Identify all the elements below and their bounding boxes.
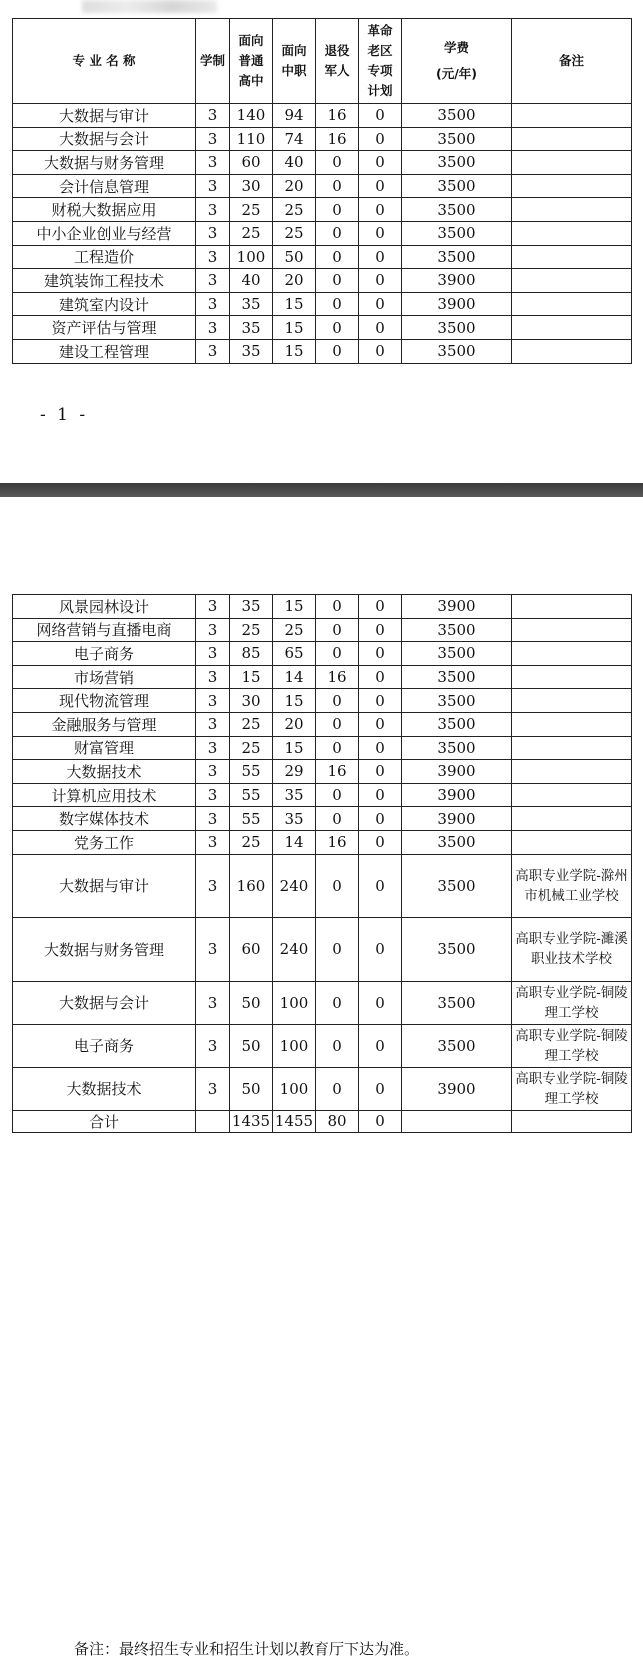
cell-name: 金融服务与管理 [13, 712, 196, 736]
table-row [13, 1067, 632, 1110]
cell-years: 3 [196, 198, 230, 222]
cell-high-school: 25 [230, 198, 273, 222]
table-row [13, 127, 632, 151]
cell-veterans: 0 [316, 1067, 359, 1110]
cell-fee: 3500 [402, 151, 512, 175]
table-row [13, 339, 632, 363]
cell-high-school: 50 [230, 1024, 273, 1067]
table-row [13, 595, 632, 619]
cell-veterans: 0 [316, 807, 359, 831]
cell-fee: 3500 [402, 198, 512, 222]
table-row [13, 198, 632, 222]
header-line: 学费 [443, 40, 469, 55]
header-line: 面向 [281, 43, 307, 58]
table-row [13, 269, 632, 293]
cell-fee: 3900 [402, 595, 512, 619]
cell-years: 3 [196, 339, 230, 363]
cell-revolutionary-area: 0 [359, 760, 402, 784]
cell-vocational: 25 [273, 221, 316, 245]
cell-fee: 3900 [402, 783, 512, 807]
cell-high-school: 85 [230, 642, 273, 666]
cell-fee: 3900 [402, 760, 512, 784]
header-fee [402, 19, 512, 104]
cell-name: 风景园林设计 [13, 595, 196, 619]
cell-years: 3 [196, 665, 230, 689]
cell-note [512, 689, 632, 713]
cell-veterans: 0 [316, 339, 359, 363]
table-row [13, 642, 632, 666]
cell-high-school: 100 [230, 245, 273, 269]
table-row [13, 174, 632, 198]
cell-fee: 3500 [402, 618, 512, 642]
cell-vocational: 35 [273, 783, 316, 807]
cell-name: 大数据与财务管理 [13, 918, 196, 982]
cell-fee: 3900 [402, 269, 512, 293]
cell-years: 3 [196, 127, 230, 151]
blurred-header [82, 0, 217, 13]
table-row [13, 760, 632, 784]
cell-note [512, 807, 632, 831]
cell-revolutionary-area: 0 [359, 151, 402, 175]
cell-note [512, 642, 632, 666]
cell-veterans: 16 [316, 104, 359, 128]
cell-fee: 3500 [402, 339, 512, 363]
cell-high-school: 160 [230, 854, 273, 918]
cell-revolutionary-area: 0 [359, 1024, 402, 1067]
header-name: 专 业 名 称 [13, 19, 196, 104]
cell-note [512, 712, 632, 736]
cell-note [512, 127, 632, 151]
cell-high-school: 55 [230, 760, 273, 784]
cell-vocational: 14 [273, 830, 316, 854]
cell-revolutionary-area: 0 [359, 269, 402, 293]
cell-revolutionary-area: 0 [359, 665, 402, 689]
cell-veterans: 0 [316, 174, 359, 198]
cell-years [196, 1110, 230, 1132]
cell-vocational: 15 [273, 595, 316, 619]
cell-revolutionary-area: 0 [359, 127, 402, 151]
table-row [13, 665, 632, 689]
cell-vocational: 50 [273, 245, 316, 269]
cell-fee: 3500 [402, 830, 512, 854]
cell-fee: 3900 [402, 1067, 512, 1110]
cell-revolutionary-area: 0 [359, 736, 402, 760]
header-line: 中职 [281, 63, 307, 78]
cell-name: 网络营销与直播电商 [13, 618, 196, 642]
cell-name: 大数据技术 [13, 760, 196, 784]
cell-revolutionary-area: 0 [359, 618, 402, 642]
cell-revolutionary-area: 0 [359, 783, 402, 807]
cell-vocational: 100 [273, 1067, 316, 1110]
cell-years: 3 [196, 269, 230, 293]
header-line: 专项 [367, 63, 393, 78]
cell-vocational: 240 [273, 854, 316, 918]
cell-revolutionary-area: 0 [359, 807, 402, 831]
cell-note [512, 316, 632, 340]
cell-veterans: 16 [316, 760, 359, 784]
cell-veterans: 0 [316, 981, 359, 1024]
cell-years: 3 [196, 783, 230, 807]
cell-fee: 3500 [402, 642, 512, 666]
table-row [13, 245, 632, 269]
cell-fee [402, 1110, 512, 1132]
cell-high-school: 60 [230, 151, 273, 175]
cell-fee: 3500 [402, 689, 512, 713]
cell-vocational: 94 [273, 104, 316, 128]
cell-name: 数字媒体技术 [13, 807, 196, 831]
cell-veterans: 0 [316, 642, 359, 666]
cell-name: 大数据与审计 [13, 854, 196, 918]
cell-name: 会计信息管理 [13, 174, 196, 198]
table-row [13, 151, 632, 175]
cell-note: 高职专业学院-铜陵理工学校 [512, 981, 632, 1024]
cell-fee: 3500 [402, 104, 512, 128]
cell-veterans: 0 [316, 918, 359, 982]
table-row [13, 618, 632, 642]
cell-high-school: 25 [230, 221, 273, 245]
cell-name: 大数据与会计 [13, 127, 196, 151]
cell-revolutionary-area: 0 [359, 918, 402, 982]
header-line: 军人 [324, 63, 350, 78]
cell-fee: 3500 [402, 1024, 512, 1067]
cell-revolutionary-area: 0 [359, 981, 402, 1024]
cell-name: 大数据技术 [13, 1067, 196, 1110]
cell-years: 3 [196, 642, 230, 666]
cell-note [512, 198, 632, 222]
cell-fee: 3500 [402, 245, 512, 269]
cell-total-label: 合计 [13, 1110, 196, 1132]
cell-vocational: 29 [273, 760, 316, 784]
table-row [13, 221, 632, 245]
cell-veterans: 16 [316, 830, 359, 854]
table-row [13, 292, 632, 316]
cell-fee: 3500 [402, 981, 512, 1024]
cell-years: 3 [196, 918, 230, 982]
table-row [13, 712, 632, 736]
cell-revolutionary-area: 0 [359, 245, 402, 269]
cell-fee: 3500 [402, 127, 512, 151]
cell-name: 大数据与审计 [13, 104, 196, 128]
cell-high-school: 35 [230, 339, 273, 363]
header-line: 计划 [367, 83, 393, 98]
cell-high-school: 30 [230, 174, 273, 198]
header-line: 退役 [324, 43, 350, 58]
cell-years: 3 [196, 292, 230, 316]
cell-years: 3 [196, 1067, 230, 1110]
header-veterans [316, 19, 359, 104]
cell-veterans: 0 [316, 595, 359, 619]
cell-revolutionary-area: 0 [359, 339, 402, 363]
cell-veterans: 0 [316, 1024, 359, 1067]
cell-revolutionary-area: 0 [359, 854, 402, 918]
table-row [13, 981, 632, 1024]
table-row [13, 316, 632, 340]
cell-vocational: 74 [273, 127, 316, 151]
cell-note [512, 618, 632, 642]
cell-note [512, 151, 632, 175]
document-page-1 [0, 0, 643, 483]
cell-vocational: 14 [273, 665, 316, 689]
cell-years: 3 [196, 760, 230, 784]
cell-years: 3 [196, 595, 230, 619]
cell-total-veterans: 80 [316, 1110, 359, 1132]
table-row [13, 736, 632, 760]
cell-vocational: 15 [273, 316, 316, 340]
cell-high-school: 35 [230, 292, 273, 316]
header-line: 高中 [238, 73, 264, 88]
header-line: 面向 [238, 33, 264, 48]
cell-high-school: 30 [230, 689, 273, 713]
cell-fee: 3500 [402, 854, 512, 918]
cell-fee: 3500 [402, 174, 512, 198]
cell-revolutionary-area: 0 [359, 595, 402, 619]
cell-veterans: 0 [316, 854, 359, 918]
cell-years: 3 [196, 174, 230, 198]
cell-high-school: 55 [230, 783, 273, 807]
cell-years: 3 [196, 245, 230, 269]
cell-veterans: 0 [316, 712, 359, 736]
cell-revolutionary-area: 0 [359, 830, 402, 854]
cell-years: 3 [196, 807, 230, 831]
cell-vocational: 20 [273, 269, 316, 293]
cell-years: 3 [196, 981, 230, 1024]
table-row [13, 830, 632, 854]
cell-note [512, 221, 632, 245]
cell-note [512, 269, 632, 293]
cell-veterans: 0 [316, 783, 359, 807]
table-row [13, 783, 632, 807]
cell-revolutionary-area: 0 [359, 104, 402, 128]
cell-revolutionary-area: 0 [359, 689, 402, 713]
cell-high-school: 35 [230, 316, 273, 340]
cell-note [512, 760, 632, 784]
cell-vocational: 20 [273, 174, 316, 198]
cell-note [512, 830, 632, 854]
cell-total-vocational: 1455 [273, 1110, 316, 1132]
cell-note [512, 595, 632, 619]
cell-name: 电子商务 [13, 642, 196, 666]
cell-name: 计算机应用技术 [13, 783, 196, 807]
cell-fee: 3500 [402, 736, 512, 760]
cell-name: 建设工程管理 [13, 339, 196, 363]
cell-vocational: 15 [273, 292, 316, 316]
cell-name: 建筑室内设计 [13, 292, 196, 316]
header-vocational [273, 19, 316, 104]
cell-vocational: 35 [273, 807, 316, 831]
cell-high-school: 25 [230, 618, 273, 642]
cell-veterans: 0 [316, 292, 359, 316]
cell-high-school: 15 [230, 665, 273, 689]
cell-fee: 3500 [402, 316, 512, 340]
cell-name: 现代物流管理 [13, 689, 196, 713]
cell-vocational: 40 [273, 151, 316, 175]
cell-total-revolutionary-area: 0 [359, 1110, 402, 1132]
cell-fee: 3500 [402, 712, 512, 736]
cell-note [512, 1110, 632, 1132]
cell-high-school: 40 [230, 269, 273, 293]
cell-veterans: 0 [316, 269, 359, 293]
cell-vocational: 25 [273, 618, 316, 642]
cell-high-school: 50 [230, 1067, 273, 1110]
cell-revolutionary-area: 0 [359, 642, 402, 666]
cell-veterans: 0 [316, 736, 359, 760]
cell-veterans: 0 [316, 689, 359, 713]
cell-revolutionary-area: 0 [359, 174, 402, 198]
cell-vocational: 100 [273, 1024, 316, 1067]
cell-note [512, 783, 632, 807]
cell-vocational: 15 [273, 736, 316, 760]
cell-veterans: 16 [316, 127, 359, 151]
header-line: 革命 [367, 23, 393, 38]
cell-fee: 3500 [402, 665, 512, 689]
table-header-row [13, 19, 632, 104]
cell-veterans: 0 [316, 316, 359, 340]
cell-note [512, 174, 632, 198]
cell-years: 3 [196, 830, 230, 854]
table-row [13, 689, 632, 713]
total-row [13, 1110, 632, 1132]
cell-years: 3 [196, 1024, 230, 1067]
cell-fee: 3500 [402, 221, 512, 245]
cell-high-school: 60 [230, 918, 273, 982]
cell-name: 中小企业创业与经营 [13, 221, 196, 245]
page-gap [0, 483, 643, 497]
cell-note: 高职专业学院-铜陵理工学校 [512, 1024, 632, 1067]
cell-vocational: 15 [273, 339, 316, 363]
cell-name: 财富管理 [13, 736, 196, 760]
cell-revolutionary-area: 0 [359, 712, 402, 736]
cell-vocational: 100 [273, 981, 316, 1024]
cell-name: 建筑装饰工程技术 [13, 269, 196, 293]
cell-name: 电子商务 [13, 1024, 196, 1067]
table-row [13, 1024, 632, 1067]
cell-name: 大数据与会计 [13, 981, 196, 1024]
cell-high-school: 50 [230, 981, 273, 1024]
cell-high-school: 25 [230, 736, 273, 760]
cell-name: 市场营销 [13, 665, 196, 689]
cell-revolutionary-area: 0 [359, 198, 402, 222]
cell-years: 3 [196, 104, 230, 128]
cell-high-school: 25 [230, 830, 273, 854]
cell-years: 3 [196, 712, 230, 736]
header-line: (元/年) [436, 66, 477, 81]
header-line: 老区 [367, 43, 393, 58]
cell-vocational: 15 [273, 689, 316, 713]
header-years: 学制 [196, 19, 230, 104]
cell-note: 高职专业学院-滁州市机械工业学校 [512, 854, 632, 918]
cell-note [512, 665, 632, 689]
cell-revolutionary-area: 0 [359, 221, 402, 245]
cell-years: 3 [196, 689, 230, 713]
cell-note [512, 245, 632, 269]
header-high-school [230, 19, 273, 104]
cell-high-school: 55 [230, 807, 273, 831]
table-row [13, 807, 632, 831]
cell-note [512, 339, 632, 363]
cell-years: 3 [196, 618, 230, 642]
cell-total-high-school: 1435 [230, 1110, 273, 1132]
cell-revolutionary-area: 0 [359, 292, 402, 316]
cell-name: 大数据与财务管理 [13, 151, 196, 175]
cell-years: 3 [196, 316, 230, 340]
enrollment-table-page-1 [12, 18, 632, 364]
cell-note [512, 736, 632, 760]
cell-vocational: 25 [273, 198, 316, 222]
cell-note [512, 292, 632, 316]
cell-name: 党务工作 [13, 830, 196, 854]
cell-revolutionary-area: 0 [359, 316, 402, 340]
header-line: 普通 [238, 53, 264, 68]
cell-fee: 3900 [402, 807, 512, 831]
cell-note: 高职专业学院-濉溪职业技术学校 [512, 918, 632, 982]
cell-vocational: 240 [273, 918, 316, 982]
cell-vocational: 65 [273, 642, 316, 666]
cell-high-school: 140 [230, 104, 273, 128]
cell-note [512, 104, 632, 128]
cell-high-school: 25 [230, 712, 273, 736]
cell-veterans: 0 [316, 221, 359, 245]
cell-high-school: 110 [230, 127, 273, 151]
cell-years: 3 [196, 221, 230, 245]
cell-veterans: 0 [316, 618, 359, 642]
enrollment-table-page-2 [12, 594, 632, 1133]
header-revolutionary-area [359, 19, 402, 104]
cell-revolutionary-area: 0 [359, 1067, 402, 1110]
page-number: - 1 - [40, 405, 89, 425]
cell-name: 财税大数据应用 [13, 198, 196, 222]
cell-veterans: 0 [316, 151, 359, 175]
cell-vocational: 20 [273, 712, 316, 736]
cell-name: 工程造价 [13, 245, 196, 269]
cell-veterans: 0 [316, 245, 359, 269]
cell-high-school: 35 [230, 595, 273, 619]
cell-years: 3 [196, 854, 230, 918]
cell-veterans: 16 [316, 665, 359, 689]
cell-fee: 3900 [402, 292, 512, 316]
cell-name: 资产评估与管理 [13, 316, 196, 340]
header-note: 备注 [512, 19, 632, 104]
table-row [13, 918, 632, 982]
cell-years: 3 [196, 736, 230, 760]
footnote: 备注：最终招生专业和招生计划以教育厅下达为准。 [74, 1640, 420, 1658]
cell-veterans: 0 [316, 198, 359, 222]
table-row [13, 104, 632, 128]
cell-years: 3 [196, 151, 230, 175]
cell-note: 高职专业学院-铜陵理工学校 [512, 1067, 632, 1110]
table-row [13, 854, 632, 918]
cell-fee: 3500 [402, 918, 512, 982]
